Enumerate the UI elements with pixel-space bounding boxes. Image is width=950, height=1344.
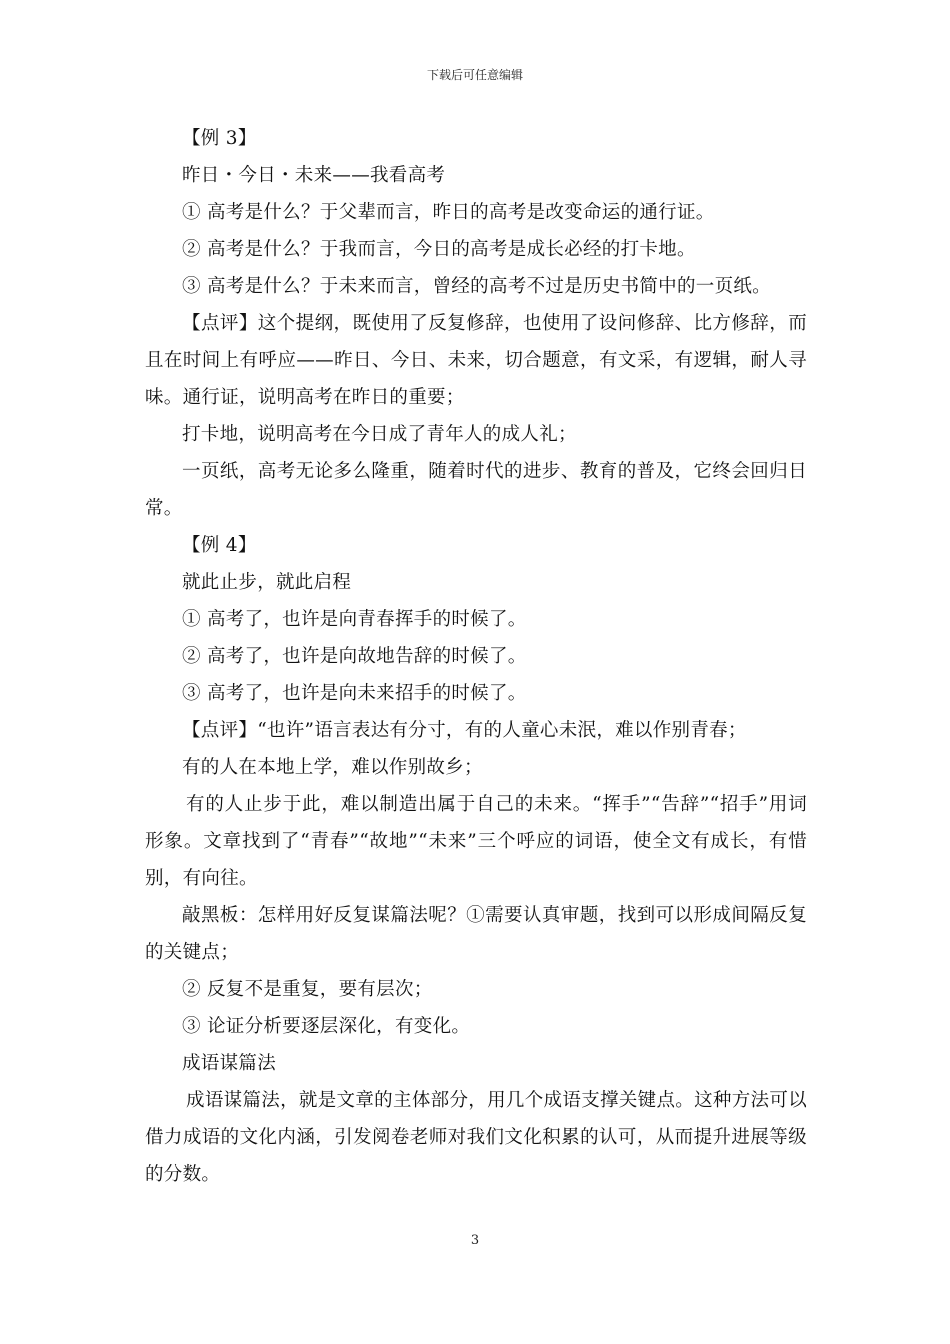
- tip-paragraph: 敲黑板：怎样用好反复谋篇法呢？①需要认真审题，找到可以形成间隔反复的关键点；: [145, 905, 807, 963]
- body-paragraph: 成语谋篇法，就是文章的主体部分，用几个成语支撑关键点。这种方法可以借力成语的文化内涵，引发阅卷老师对我们文化积累的认可，从而提升进展等级的分数。: [145, 1090, 807, 1185]
- example-3-heading: 【例 3】: [182, 128, 257, 149]
- commentary-paragraph: 打卡地，说明高考在今日成了青年人的成人礼；: [182, 424, 577, 445]
- tip-point-2: ② 反复不是重复，要有层次；: [182, 979, 433, 1000]
- commentary-paragraph: 【点评】“也许”语言表达有分寸，有的人童心未泯，难以作别青春；: [182, 720, 747, 741]
- document-body: [145, 120, 807, 1193]
- commentary-paragraph: 【点评】这个提纲，既使用了反复修辞，也使用了设问修辞、比方修辞，而且在时间上有呼应——昨日、今日、未来，切合题意，有文采，有逻辑，耐人寻味。通行证，说明高考在昨日的重要；: [145, 313, 807, 408]
- commentary-paragraph: 一页纸，高考无论多么隆重，随着时代的进步、教育的普及，它终会回归日常。: [145, 461, 807, 519]
- outline-title: 昨日・今日・未来——我看高考: [182, 165, 446, 186]
- example-4-heading: 【例 4】: [182, 535, 257, 556]
- outline-point-3: ③ 高考是什么？于未来而言，曾经的高考不过是历史书简中的一页纸。: [182, 276, 771, 297]
- commentary-paragraph: 有的人止步于此，难以制造出属于自己的未来。“挥手”“告辞”“招手”用词形象。文章找到了“青春”“故地”“未来”三个呼应的词语，使全文有成长，有惜别，有向往。: [145, 794, 807, 889]
- outline-title: 就此止步，就此启程: [182, 572, 352, 593]
- outline-point-1: ① 高考了，也许是向青春挥手的时候了。: [182, 609, 527, 630]
- outline-point-1: ① 高考是什么？于父辈而言，昨日的高考是改变命运的通行证。: [182, 202, 715, 223]
- page-number: 3: [470, 1233, 480, 1248]
- tip-point-3: ③ 论证分析要逐层深化，有变化。: [182, 1016, 471, 1037]
- outline-point-2: ② 高考了，也许是向故地告辞的时候了。: [182, 646, 527, 667]
- outline-point-2: ② 高考是什么？于我而言，今日的高考是成长必经的打卡地。: [182, 239, 696, 260]
- section-heading: 成语谋篇法: [182, 1053, 277, 1074]
- outline-point-3: ③ 高考了，也许是向未来招手的时候了。: [182, 683, 527, 704]
- commentary-paragraph: 有的人在本地上学，难以作别故乡；: [182, 757, 483, 778]
- page-header: 下载后可任意编辑: [426, 68, 523, 82]
